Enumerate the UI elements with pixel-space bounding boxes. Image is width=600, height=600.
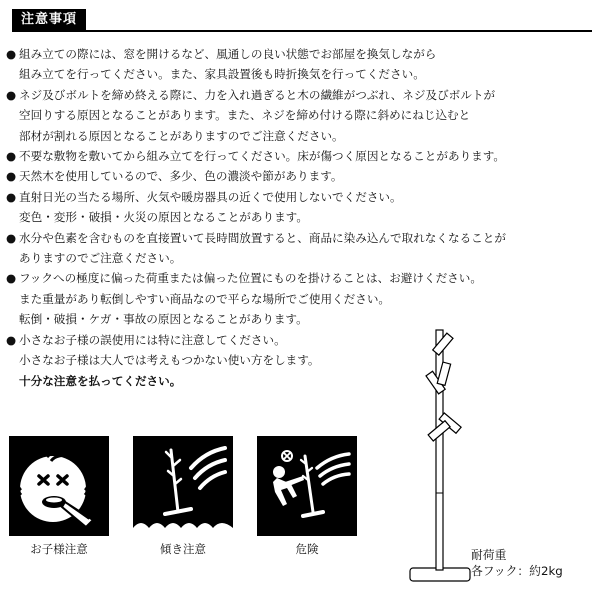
caution-line: 十分な注意を払ってください。: [19, 373, 182, 388]
caution-line: 小さなお子様は大人では考えもつかない使い方をします。: [19, 353, 320, 368]
caution-line: ● 小さなお子様の誤使用には特に注意してください。: [6, 330, 596, 350]
caution-line: 転倒・破損・ケガ・事故の原因となることがあります。: [19, 312, 308, 327]
caution-item: [6, 44, 596, 85]
tilt-caution-label: 傾き注意: [160, 542, 206, 556]
caution-item: [6, 146, 596, 166]
caution-line: ● 天然木を使用しているので、多少、色の濃淡や節があります。: [6, 166, 596, 186]
header-divider: [12, 30, 592, 32]
caution-item: [6, 187, 596, 228]
caution-line: ● ネジ及びボルトを締め終える際に、力を入れ過ぎると木の繊維がつぶれ、ネジ及びボルトが: [6, 85, 596, 105]
load-title: 耐荷重: [471, 548, 507, 562]
caution-item: [6, 228, 596, 269]
section-title: 注意事項: [12, 9, 86, 31]
danger-icon: [257, 436, 357, 536]
caution-line: ● 直射日光の当たる場所、火気や暖房器具の近くで使用しないでください。: [6, 187, 596, 207]
danger-label: 危険: [295, 542, 319, 556]
caution-line: 空回りする原因となることがあります。また、ネジを締め付ける際に斜めにねじ込むと: [19, 108, 471, 123]
caution-line: 組み立てを行ってください。また、家具設置後も時折換気を行ってください。: [19, 67, 425, 82]
caution-line: ● 組み立ての際には、窓を開けるなど、風通しの良い状態でお部屋を換気しながら: [6, 44, 596, 64]
section-header: [0, 0, 600, 35]
load-value: 各フック：約2kg: [471, 564, 563, 578]
caution-item: [6, 268, 596, 329]
load-spec: [471, 547, 563, 579]
tilt-caution-icon: [133, 436, 233, 536]
child-caution-label: お子様注意: [30, 542, 88, 556]
caution-item: [6, 166, 596, 186]
caution-line: ありますのでご注意ください。: [19, 251, 182, 266]
caution-line: 部材が割れる原因となることがありますのでご注意ください。: [19, 128, 344, 143]
caution-line: また重量があり転倒しやすい商品なので平らな場所でご使用ください。: [19, 291, 391, 306]
caution-list: [6, 44, 596, 391]
caution-line: ● 不要な敷物を敷いてから組み立てを行ってください。床が傷つく原因となることがあります。: [6, 146, 596, 166]
child-caution-icon: [9, 436, 109, 536]
caution-line: ● 水分や色素を含むものを直接置いて長時間放置すると、商品に染み込んで取れなくなることが: [6, 228, 596, 248]
caution-item: [6, 85, 596, 146]
caution-item: [6, 330, 596, 391]
caution-line: 変色・変形・破損・火災の原因となることがあります。: [19, 210, 308, 225]
caution-line: ● フックへの極度に偏った荷重または偏った位置にものを掛けることは、お避けください。: [6, 268, 596, 288]
